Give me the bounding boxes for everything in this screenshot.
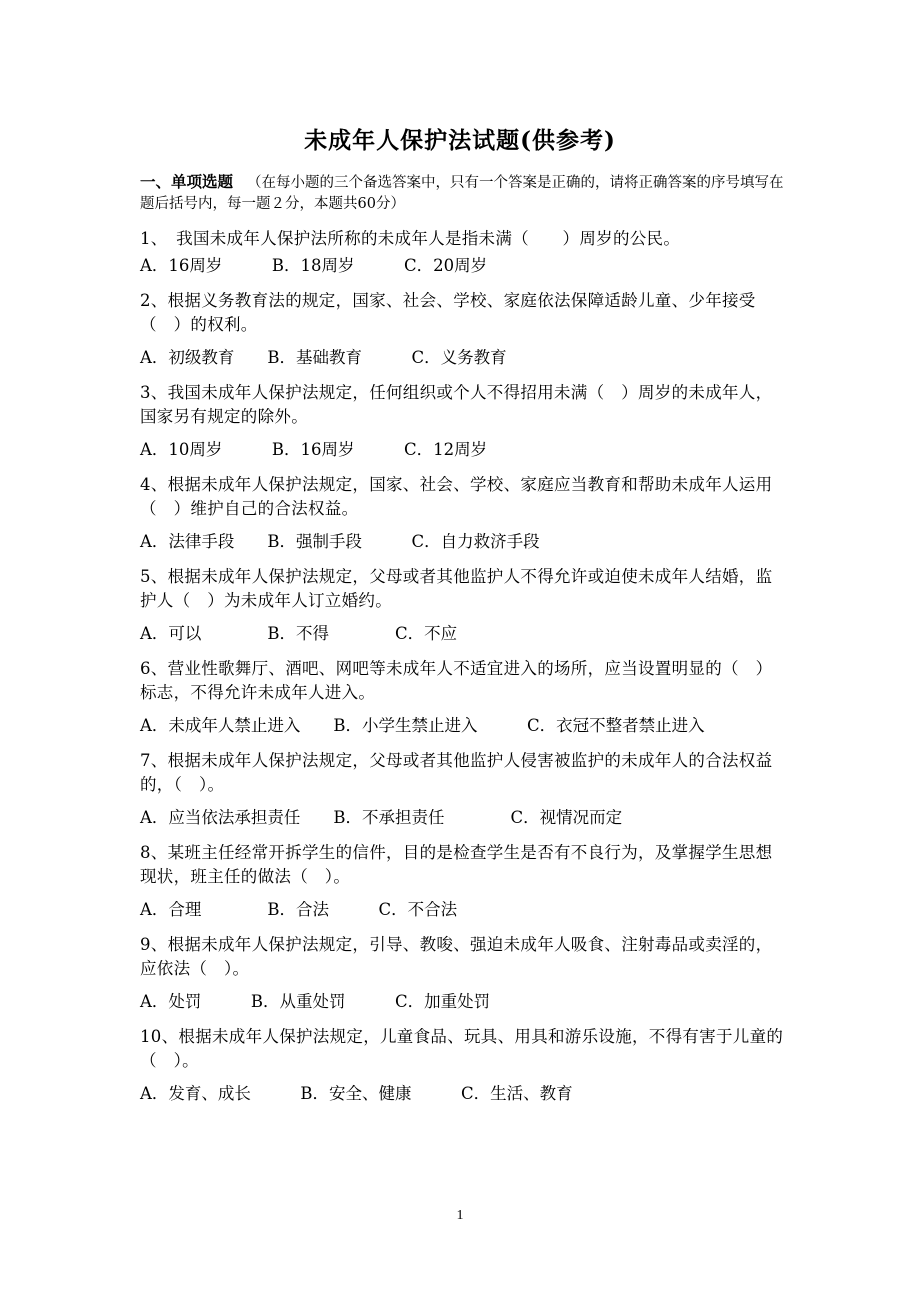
question-item [140, 473, 785, 554]
section-heading: 一、单项选题 [140, 172, 234, 191]
question-item [140, 657, 785, 738]
question-item [140, 289, 785, 370]
question-options: A．10周岁 B．16周岁 C．12周岁 [140, 439, 488, 459]
question-text: 10、根据未成年人保护法规定，儿童食品、玩具、用具和游乐设施，不得有害于儿童的（ ）。 [140, 1026, 784, 1070]
question-options: A．应当依法承担责任 B．不承担责任 C．视情况而定 [140, 807, 623, 827]
question-options: A．处罚 B．从重处罚 C．加重处罚 [140, 991, 491, 1011]
question-item [140, 749, 785, 830]
question-options: A．可以 B．不得 C．不应 [140, 623, 458, 643]
question-text: 7、根据未成年人保护法规定，父母或者其他监护人侵害被监护的未成年人的合法权益的，（ ）。 [140, 750, 773, 794]
section-header [140, 171, 785, 215]
question-text: 2、根据义务教育法的规定，国家、社会、学校、家庭依法保障适龄儿童、少年接受（ ）的权利。 [140, 290, 756, 334]
question-options: A．法律手段 B．强制手段 C．自力救济手段 [140, 531, 540, 551]
question-text: 1、 我国未成年人保护法所称的未成年人是指未满（ ）周岁的公民。 [140, 229, 681, 248]
question-options: A．16周岁 B．18周岁 C．20周岁 [140, 255, 488, 275]
question-options: A．未成年人禁止进入 B．小学生禁止进入 C．衣冠不整者禁止进入 [140, 715, 705, 735]
question-item [140, 841, 785, 922]
question-text: 5、根据未成年人保护法规定，父母或者其他监护人不得允许或迫使未成年人结婚，监护人（ ）为未成年人订立婚约。 [140, 566, 773, 610]
question-list [140, 227, 785, 1117]
question-options: A．发育、成长 B．安全、健康 C．生活、教育 [140, 1083, 573, 1103]
question-item [140, 933, 785, 1014]
question-item [140, 1025, 785, 1106]
question-text: 6、营业性歌舞厅、酒吧、网吧等未成年人不适宜进入的场所，应当设置明显的（ ）标志，不得允许未成年人进入。 [140, 658, 773, 702]
question-item [140, 565, 785, 646]
question-options: A．初级教育 B．基础教育 C．义务教育 [140, 347, 507, 367]
question-text: 9、根据未成年人保护法规定，引导、教唆、强迫未成年人吸食、注射毒品或卖淫的，应依法（ ）。 [140, 934, 773, 978]
document-title: 未成年人保护法试题(供参考) [304, 127, 616, 154]
question-item [140, 227, 785, 278]
question-text: 4、根据未成年人保护法规定，国家、社会、学校、家庭应当教育和帮助未成年人运用（ ）维护自己的合法权益。 [140, 474, 773, 518]
section-instruction: （在每小题的三个备选答案中，只有一个答案是正确的，请将正确答案的序号填写在题后括号内，每一题２分，本题共60分） [140, 175, 784, 212]
question-options: A．合理 B．合法 C．不合法 [140, 899, 458, 919]
question-text: 8、某班主任经常开拆学生的信件，目的是检查学生是否有不良行为，及掌握学生思想现状，班主任的做法（ ）。 [140, 842, 773, 886]
question-item [140, 381, 785, 462]
question-text: 3、我国未成年人保护法规定，任何组织或个人不得招用未满（ ）周岁的未成年人，国家另有规定的除外。 [140, 382, 773, 426]
page-number: 1 [456, 1208, 464, 1223]
